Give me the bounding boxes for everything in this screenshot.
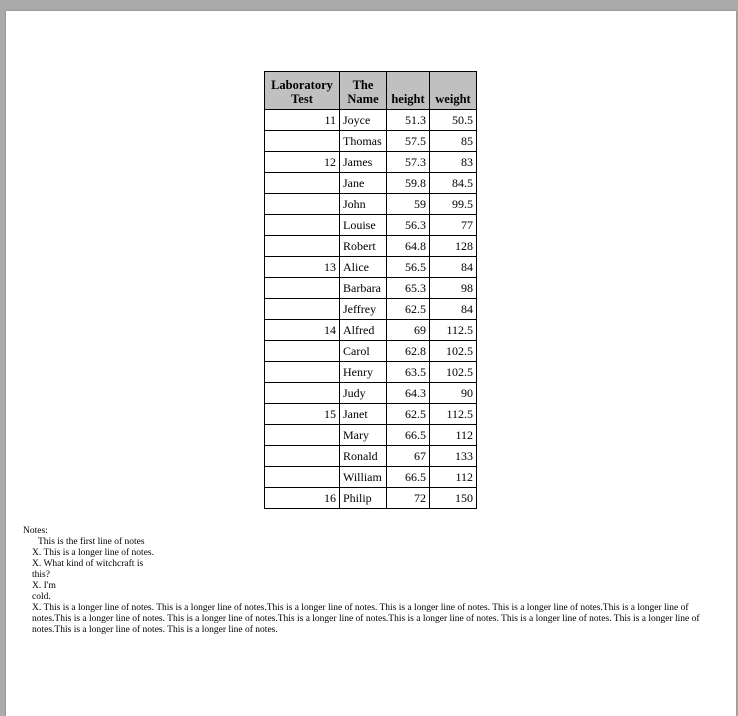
notes-line: This is the first line of notes xyxy=(38,537,145,547)
cell-name: Alice xyxy=(340,257,387,278)
cell-weight: 84 xyxy=(430,257,477,278)
cell-height: 62.5 xyxy=(387,404,430,425)
cell-height: 62.5 xyxy=(387,299,430,320)
cell-height: 72 xyxy=(387,488,430,509)
cell-name: Janet xyxy=(340,404,387,425)
cell-laboratory-test: 15 xyxy=(265,404,340,425)
cell-laboratory-test xyxy=(265,467,340,488)
cell-height: 62.8 xyxy=(387,341,430,362)
cell-height: 59 xyxy=(387,194,430,215)
cell-weight: 84 xyxy=(430,299,477,320)
cell-laboratory-test: 11 xyxy=(265,110,340,131)
cell-weight: 83 xyxy=(430,152,477,173)
table-row xyxy=(265,257,477,278)
cell-weight: 77 xyxy=(430,215,477,236)
cell-height: 59.8 xyxy=(387,173,430,194)
cell-laboratory-test xyxy=(265,362,340,383)
cell-laboratory-test xyxy=(265,383,340,404)
cell-height: 69 xyxy=(387,320,430,341)
cell-name: Thomas xyxy=(340,131,387,152)
cell-weight: 102.5 xyxy=(430,341,477,362)
cell-weight: 84.5 xyxy=(430,173,477,194)
table-row xyxy=(265,362,477,383)
table-row xyxy=(265,215,477,236)
header-the-name: The Name xyxy=(340,72,387,110)
cell-laboratory-test xyxy=(265,215,340,236)
cell-name: Henry xyxy=(340,362,387,383)
notes-section xyxy=(23,526,713,636)
table-row xyxy=(265,131,477,152)
header-weight: weight xyxy=(430,72,477,110)
cell-laboratory-test: 14 xyxy=(265,320,340,341)
notes-line: X. What kind of witchcraft is this? xyxy=(32,559,144,580)
cell-height: 67 xyxy=(387,446,430,467)
table-row xyxy=(265,341,477,362)
cell-height: 66.5 xyxy=(387,467,430,488)
cell-weight: 85 xyxy=(430,131,477,152)
cell-name: Judy xyxy=(340,383,387,404)
table-row xyxy=(265,278,477,299)
cell-laboratory-test xyxy=(265,278,340,299)
header-height: height xyxy=(387,72,430,110)
cell-name: Robert xyxy=(340,236,387,257)
cell-name: Ronald xyxy=(340,446,387,467)
cell-height: 57.5 xyxy=(387,131,430,152)
table-row xyxy=(265,488,477,509)
cell-weight: 112.5 xyxy=(430,404,477,425)
cell-weight: 98 xyxy=(430,278,477,299)
cell-weight: 90 xyxy=(430,383,477,404)
notes-line: X. I'm cold. xyxy=(32,581,56,602)
cell-laboratory-test: 12 xyxy=(265,152,340,173)
table-row xyxy=(265,110,477,131)
table-body xyxy=(265,110,477,509)
cell-height: 56.5 xyxy=(387,257,430,278)
table-row xyxy=(265,446,477,467)
cell-height: 66.5 xyxy=(387,425,430,446)
table-header-row xyxy=(265,72,477,110)
cell-name: Carol xyxy=(340,341,387,362)
document-page xyxy=(6,11,736,716)
cell-laboratory-test xyxy=(265,425,340,446)
cell-name: William xyxy=(340,467,387,488)
table-row xyxy=(265,152,477,173)
table-row xyxy=(265,299,477,320)
cell-laboratory-test: 13 xyxy=(265,257,340,278)
table-row xyxy=(265,383,477,404)
cell-height: 65.3 xyxy=(387,278,430,299)
cell-name: John xyxy=(340,194,387,215)
cell-weight: 150 xyxy=(430,488,477,509)
cell-weight: 50.5 xyxy=(430,110,477,131)
notes-heading: Notes: xyxy=(23,526,48,536)
cell-weight: 112.5 xyxy=(430,320,477,341)
cell-laboratory-test xyxy=(265,236,340,257)
cell-weight: 102.5 xyxy=(430,362,477,383)
cell-laboratory-test xyxy=(265,446,340,467)
cell-name: Louise xyxy=(340,215,387,236)
table-row xyxy=(265,173,477,194)
cell-height: 51.3 xyxy=(387,110,430,131)
cell-name: Jeffrey xyxy=(340,299,387,320)
cell-laboratory-test xyxy=(265,131,340,152)
table-row xyxy=(265,194,477,215)
cell-name: Mary xyxy=(340,425,387,446)
cell-name: Philip xyxy=(340,488,387,509)
cell-laboratory-test xyxy=(265,173,340,194)
cell-weight: 128 xyxy=(430,236,477,257)
cell-laboratory-test: 16 xyxy=(265,488,340,509)
table-row xyxy=(265,404,477,425)
cell-height: 56.3 xyxy=(387,215,430,236)
cell-height: 64.3 xyxy=(387,383,430,404)
table-row xyxy=(265,320,477,341)
table-row xyxy=(265,467,477,488)
cell-name: James xyxy=(340,152,387,173)
cell-laboratory-test xyxy=(265,341,340,362)
table-row xyxy=(265,425,477,446)
cell-name: Joyce xyxy=(340,110,387,131)
cell-weight: 112 xyxy=(430,467,477,488)
cell-laboratory-test xyxy=(265,194,340,215)
notes-line: X. This is a longer line of notes. xyxy=(32,548,154,558)
cell-weight: 133 xyxy=(430,446,477,467)
cell-weight: 99.5 xyxy=(430,194,477,215)
cell-name: Alfred xyxy=(340,320,387,341)
cell-name: Barbara xyxy=(340,278,387,299)
cell-height: 64.8 xyxy=(387,236,430,257)
cell-name: Jane xyxy=(340,173,387,194)
data-table xyxy=(264,71,477,509)
cell-height: 57.3 xyxy=(387,152,430,173)
table-row xyxy=(265,236,477,257)
notes-line: X. This is a longer line of notes. This is a longer line of notes.This is a longer line of notes. This is a longer line of notes. This is a longer line of notes.This is a longer line of notes.This is a longer line of notes. This is a longer line of notes.This is a longer line of notes.This is a longer line of notes. This is a longer line of notes. This is a longer line of notes.This is a longer line of notes. This is a longer line of notes. xyxy=(32,603,700,635)
header-laboratory-test: Laboratory Test xyxy=(265,72,340,110)
cell-height: 63.5 xyxy=(387,362,430,383)
cell-weight: 112 xyxy=(430,425,477,446)
cell-laboratory-test xyxy=(265,299,340,320)
